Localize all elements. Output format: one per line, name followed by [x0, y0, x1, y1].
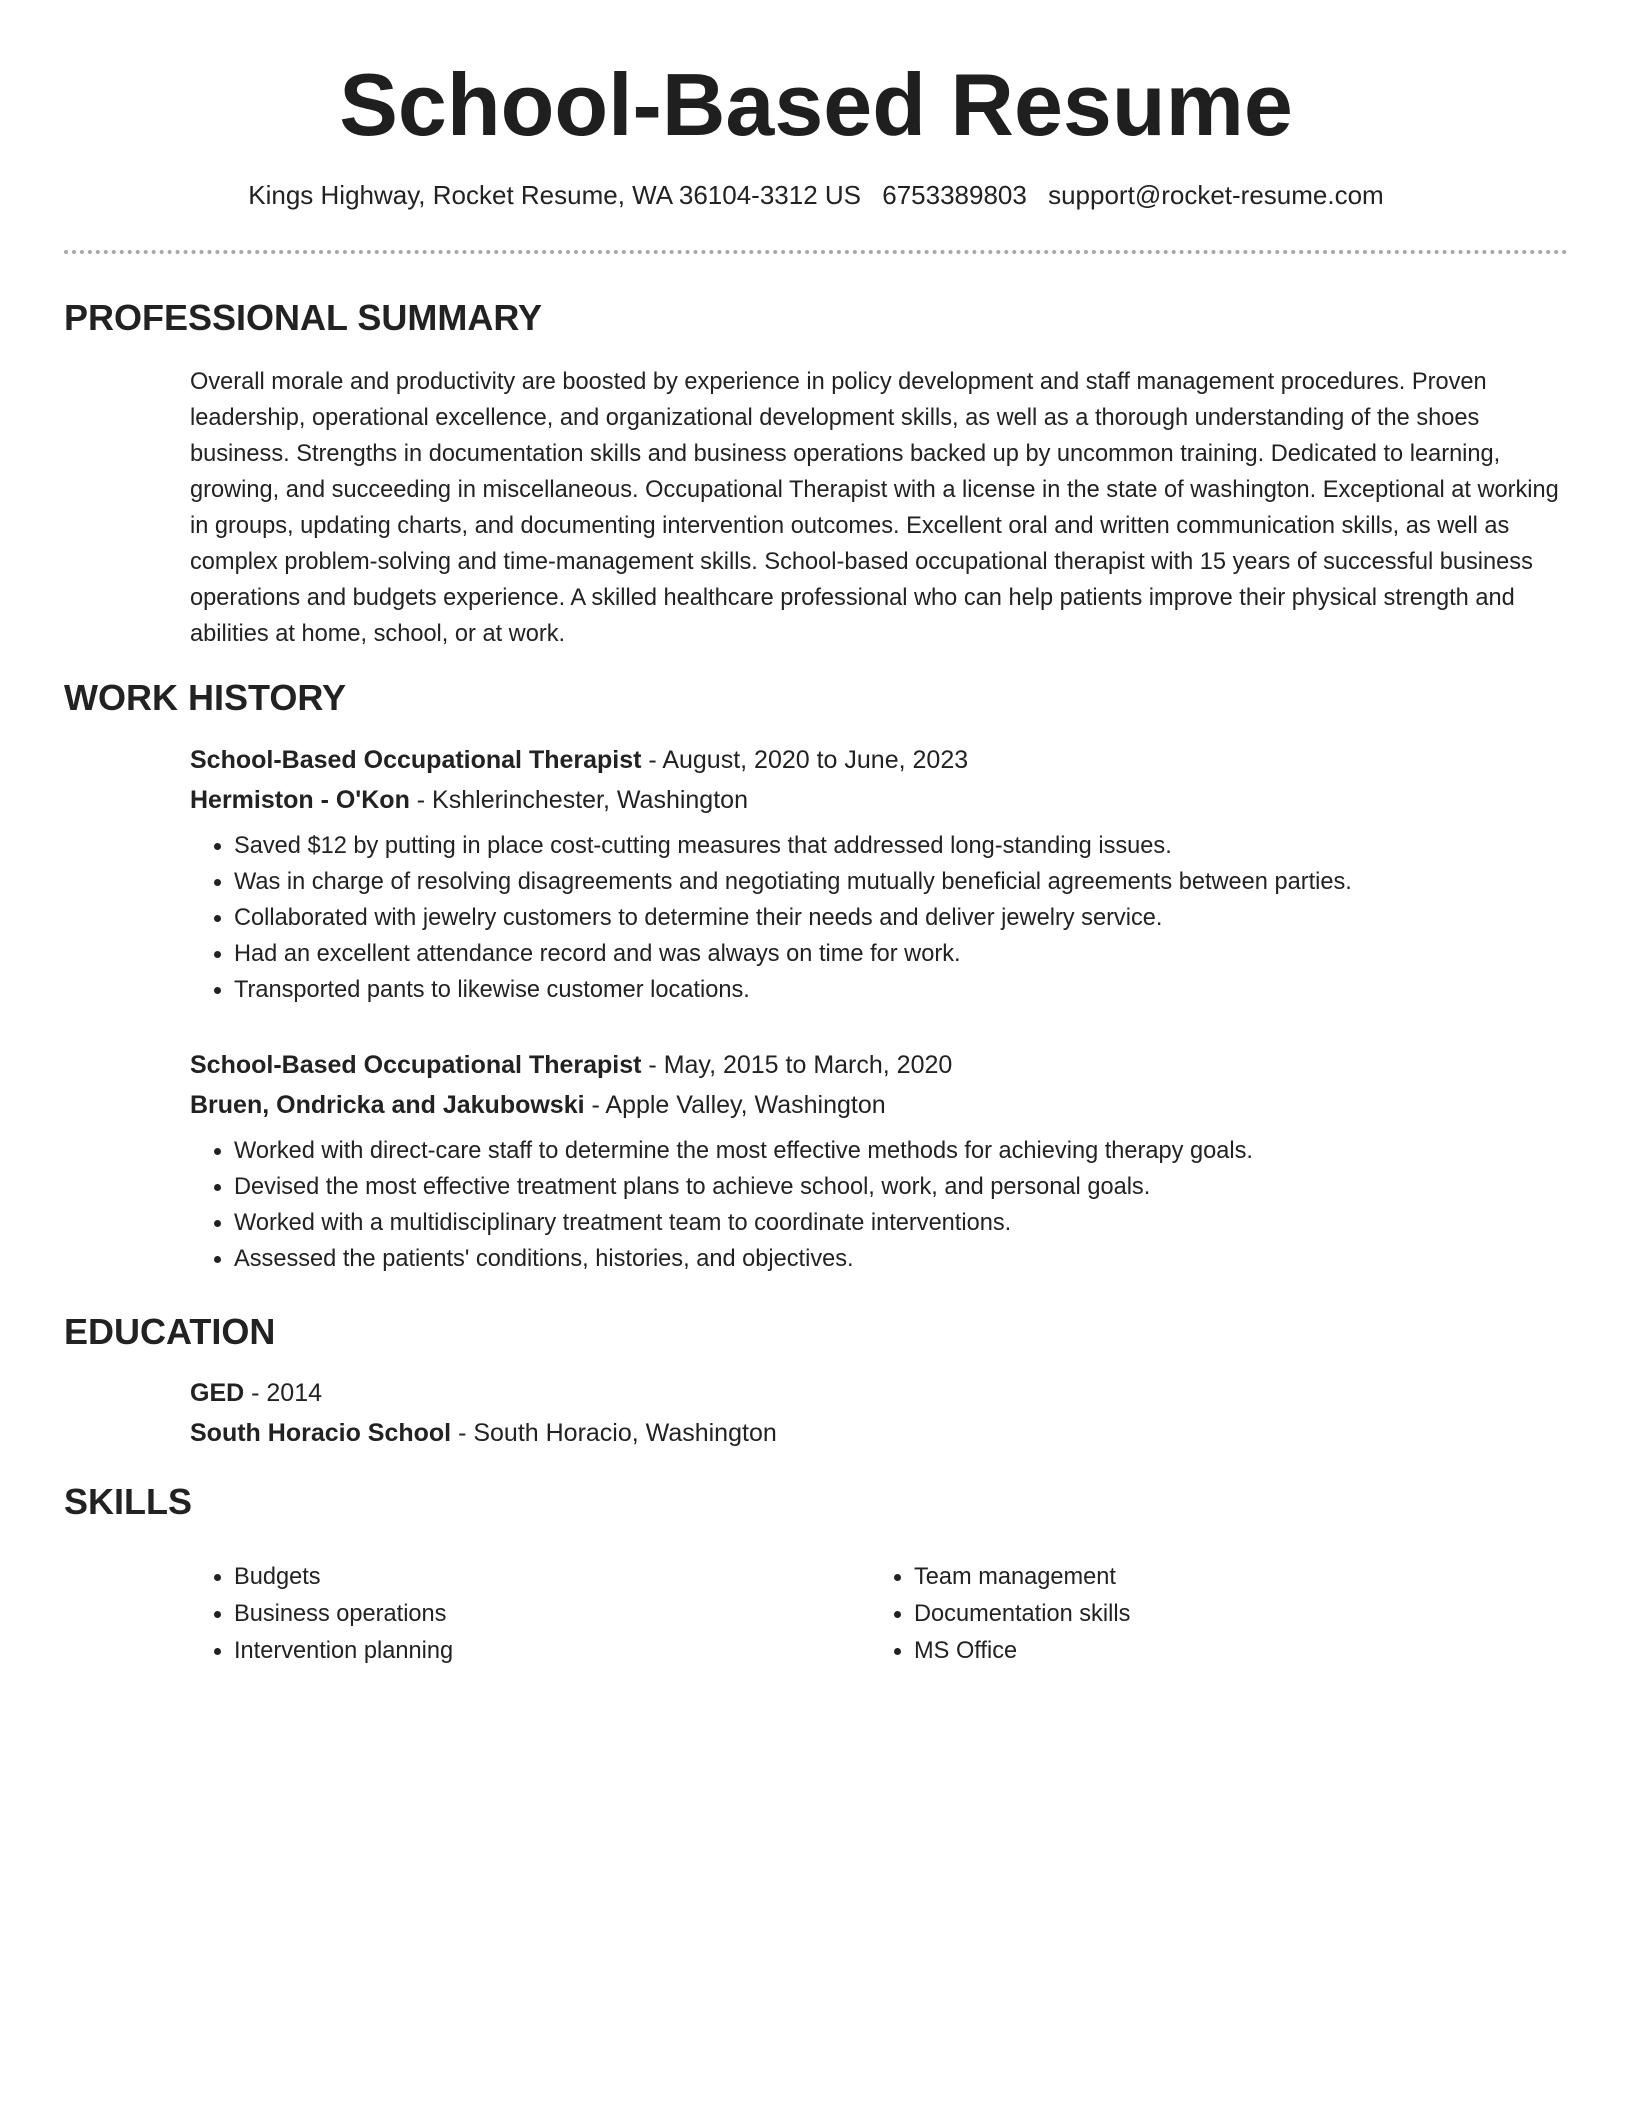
job-location: - Apple Valley, Washington — [584, 1091, 886, 1119]
job-company: Bruen, Ondricka and Jakubowski — [190, 1091, 585, 1119]
job-bullet: • Devised the most effective treatment plans to achieve school, work, and personal goals. — [234, 1169, 1568, 1205]
contact-phone: 6753389803 — [882, 180, 1027, 210]
section-title-education: EDUCATION — [64, 1311, 276, 1352]
job-bullet: • Had an excellent attendance record and was always on time for work. — [234, 936, 1568, 972]
job-location: - Kshlerinchester, Washington — [409, 786, 748, 814]
job-company: Hermiston - O'Kon — [190, 786, 410, 814]
job-entry-1 — [190, 740, 1568, 1008]
job-bullet: • Worked with direct-care staff to determine the most effective methods for achieving therapy goals. — [234, 1133, 1568, 1169]
job-bullet: • Assessed the patients' conditions, histories, and objectives. — [234, 1241, 1568, 1277]
education-location: - South Horacio, Washington — [451, 1419, 777, 1447]
resume-name: School-Based Resume — [339, 55, 1293, 154]
job-bullet: • Transported pants to likewise customer locations. — [234, 972, 1568, 1008]
education-entry — [190, 1373, 1568, 1453]
summary-text: Overall morale and productivity are boosted by experience in policy development and staff management procedures. Proven leadership, operational excellence, and organizational development skills, as well as a thorough understanding of the shoes business. Strengths in documentation skills and business operations backed up by uncommon training. Dedicated to learning, growing, and succeeding in miscellaneous. Occupational Therapist with a license in the state of washington. Exceptional at working in groups, updating charts, and documenting intervention outcomes. Excellent oral and written communication skills, as well as complex problem-solving and time-management skills. School-based occupational therapist with 15 years of successful business operations and budgets experience. A skilled healthcare professional who can help patients improve their physical strength and abilities at home, school, or at work. — [190, 369, 1559, 647]
education-school: South Horacio School — [190, 1419, 452, 1447]
skills-list — [190, 1559, 1568, 1670]
job-bullet: • Was in charge of resolving disagreements and negotiating mutually beneficial agreements between parties. — [234, 864, 1568, 900]
contact-line — [0, 180, 1632, 211]
skills-column-right — [870, 1559, 1550, 1670]
skill-item: • Team management — [914, 1559, 1550, 1596]
job-title-line — [190, 1045, 1568, 1085]
skill-item: • MS Office — [914, 1633, 1550, 1670]
skill-item: • Documentation skills — [914, 1596, 1550, 1633]
education-school-line — [190, 1413, 1568, 1453]
job-company-line — [190, 1085, 1568, 1125]
job-bullet: • Collaborated with jewelry customers to determine their needs and deliver jewelry service. — [234, 900, 1568, 936]
job-bullets — [190, 1133, 1568, 1277]
education-year: - 2014 — [244, 1379, 323, 1407]
education-degree: GED — [190, 1379, 245, 1407]
skill-item: • Budgets — [234, 1559, 870, 1596]
contact-email: support@rocket-resume.com — [1048, 180, 1384, 210]
skill-item: • Business operations — [234, 1596, 870, 1633]
contact-address: Kings Highway, Rocket Resume, WA 36104-3312 US — [248, 180, 862, 210]
job-entry-2 — [190, 1045, 1568, 1277]
education-degree-line — [190, 1373, 1568, 1413]
job-dates: - August, 2020 to June, 2023 — [641, 746, 969, 774]
job-role: School-Based Occupational Therapist — [190, 746, 642, 774]
job-title-line — [190, 740, 1568, 780]
job-bullet: • Saved $12 by putting in place cost-cutting measures that addressed long-standing issues. — [234, 828, 1568, 864]
skills-column-left — [190, 1559, 870, 1670]
job-role: School-Based Occupational Therapist — [190, 1051, 642, 1079]
section-title-skills: SKILLS — [64, 1481, 193, 1522]
job-dates: - May, 2015 to March, 2020 — [641, 1051, 953, 1079]
job-bullet: • Worked with a multidisciplinary treatment team to coordinate interventions. — [234, 1205, 1568, 1241]
section-title-work: WORK HISTORY — [64, 677, 347, 718]
header-divider — [64, 250, 1568, 254]
job-bullets — [190, 828, 1568, 1008]
skill-item: • Intervention planning — [234, 1633, 870, 1670]
job-company-line — [190, 780, 1568, 820]
section-title-summary: PROFESSIONAL SUMMARY — [64, 297, 543, 338]
